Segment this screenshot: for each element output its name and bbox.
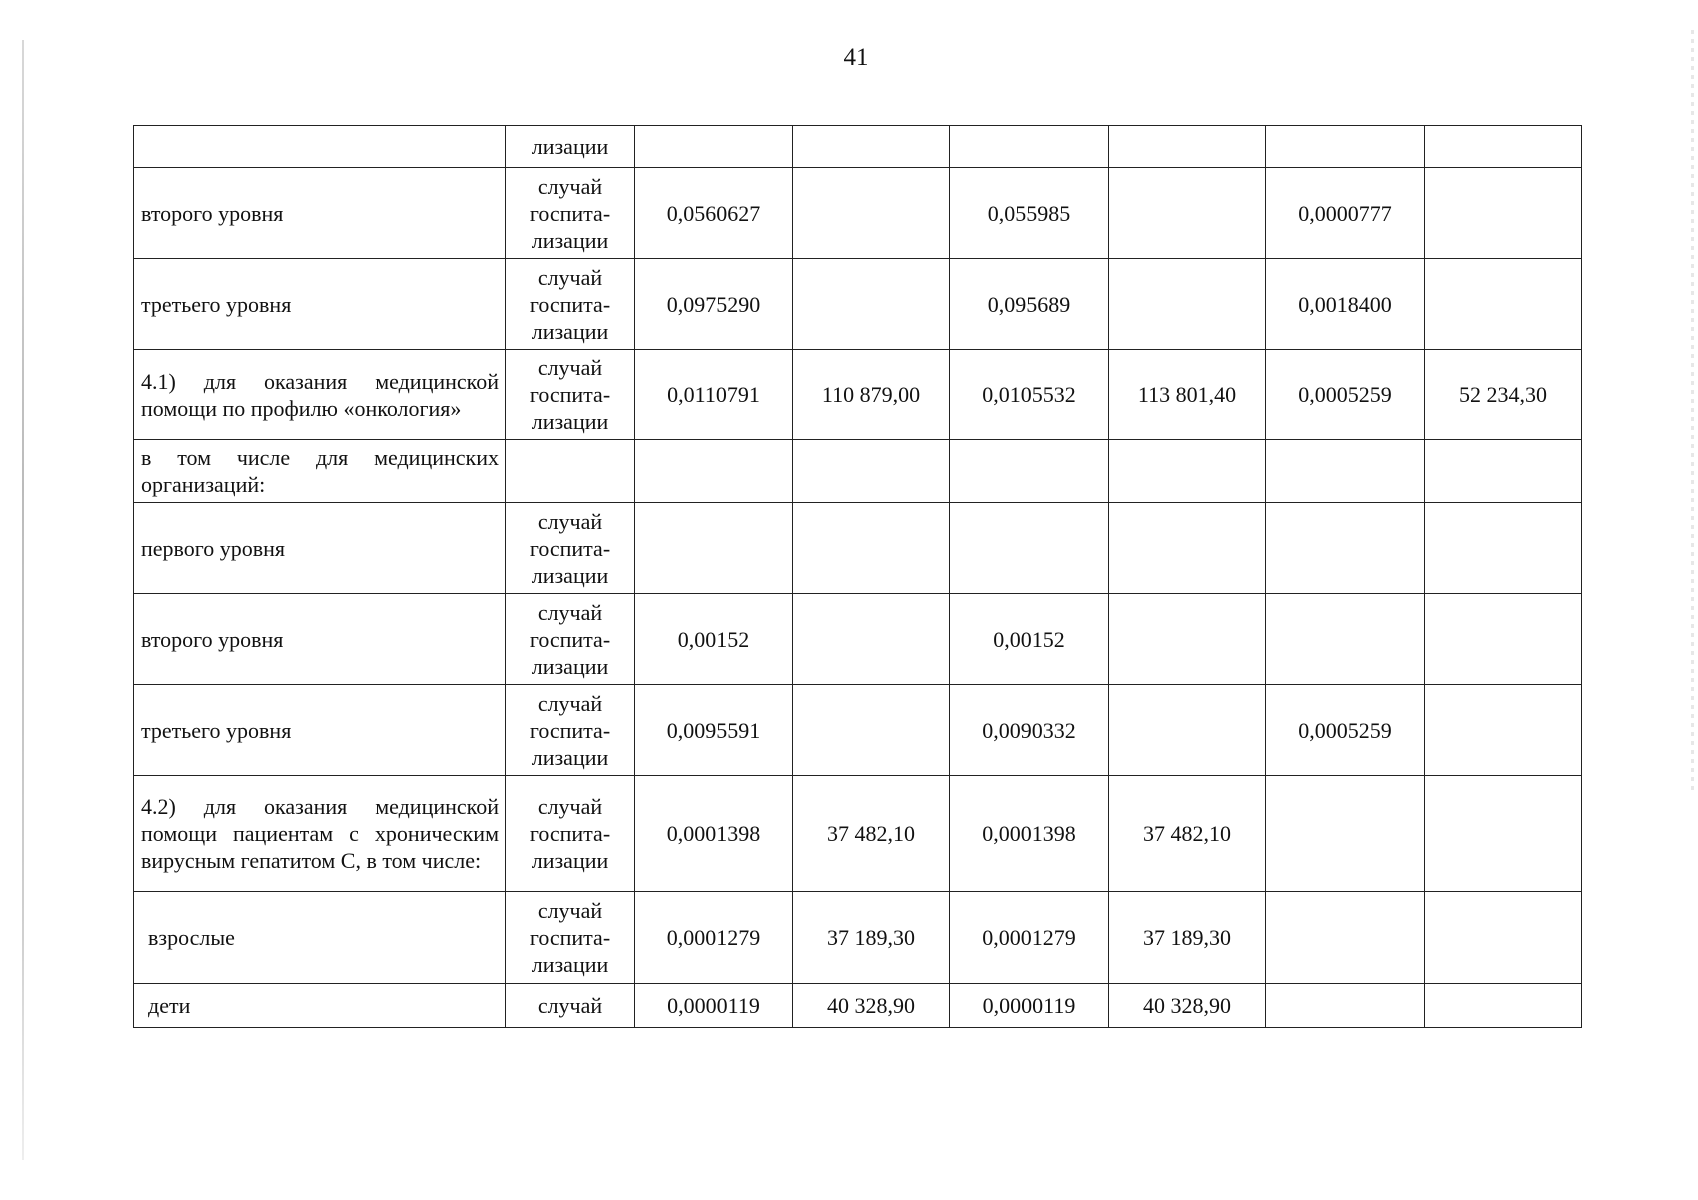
value-cell-2: 37 482,10 (793, 776, 950, 892)
row-name-cell (134, 126, 506, 168)
value-cell-5: 0,0018400 (1266, 259, 1425, 350)
table-row (134, 440, 1582, 503)
value-cell-4 (1109, 126, 1266, 168)
value-cell-3: 0,0105532 (950, 350, 1109, 440)
value-cell-3: 0,00152 (950, 594, 1109, 685)
value-cell-1: 0,00152 (635, 594, 793, 685)
data-table (133, 125, 1582, 1028)
value-cell-1: 0,0001279 (635, 892, 793, 984)
value-cell-6 (1425, 594, 1582, 685)
scan-edge-left (22, 40, 24, 1160)
row-name-cell: третьего уровня (134, 259, 506, 350)
row-unit-cell: случай госпита- лизации (506, 168, 635, 259)
value-cell-2 (793, 168, 950, 259)
value-cell-2 (793, 440, 950, 503)
row-unit-cell: случай госпита- лизации (506, 259, 635, 350)
value-cell-4: 37 482,10 (1109, 776, 1266, 892)
table-row (134, 984, 1582, 1028)
value-cell-2: 110 879,00 (793, 350, 950, 440)
row-name-cell: третьего уровня (134, 685, 506, 776)
value-cell-4 (1109, 685, 1266, 776)
value-cell-5 (1266, 126, 1425, 168)
value-cell-1: 0,0001398 (635, 776, 793, 892)
value-cell-6 (1425, 892, 1582, 984)
value-cell-6 (1425, 440, 1582, 503)
value-cell-3: 0,095689 (950, 259, 1109, 350)
value-cell-1: 0,0110791 (635, 350, 793, 440)
table-row (134, 259, 1582, 350)
value-cell-1: 0,0000119 (635, 984, 793, 1028)
value-cell-1: 0,0560627 (635, 168, 793, 259)
value-cell-5 (1266, 776, 1425, 892)
value-cell-6 (1425, 685, 1582, 776)
value-cell-4: 40 328,90 (1109, 984, 1266, 1028)
row-name-cell: второго уровня (134, 594, 506, 685)
value-cell-4 (1109, 259, 1266, 350)
value-cell-5 (1266, 892, 1425, 984)
row-unit-cell: случай госпита- лизации (506, 503, 635, 594)
value-cell-4 (1109, 168, 1266, 259)
value-cell-3: 0,0090332 (950, 685, 1109, 776)
value-cell-5 (1266, 503, 1425, 594)
value-cell-1 (635, 126, 793, 168)
row-unit-cell: случай госпита- лизации (506, 685, 635, 776)
table-row (134, 892, 1582, 984)
row-unit-cell: лизации (506, 126, 635, 168)
row-unit-cell: случай (506, 984, 635, 1028)
value-cell-3: 0,0001279 (950, 892, 1109, 984)
row-name-cell: второго уровня (134, 168, 506, 259)
page-number: 41 (843, 44, 869, 71)
value-cell-2: 37 189,30 (793, 892, 950, 984)
value-cell-3 (950, 440, 1109, 503)
row-unit-cell (506, 440, 635, 503)
table-row (134, 776, 1582, 892)
value-cell-6 (1425, 984, 1582, 1028)
value-cell-6 (1425, 126, 1582, 168)
value-cell-2 (793, 126, 950, 168)
value-cell-2 (793, 259, 950, 350)
value-cell-1 (635, 440, 793, 503)
value-cell-5: 0,0005259 (1266, 685, 1425, 776)
value-cell-3: 0,0001398 (950, 776, 1109, 892)
value-cell-3 (950, 126, 1109, 168)
row-name-cell: 4.1) для оказания медицинской помощи по профилю «онкология» (134, 350, 506, 440)
table-row (134, 126, 1582, 168)
value-cell-6 (1425, 259, 1582, 350)
value-cell-5: 0,0000777 (1266, 168, 1425, 259)
value-cell-1: 0,0095591 (635, 685, 793, 776)
table-row (134, 594, 1582, 685)
value-cell-5 (1266, 594, 1425, 685)
value-cell-2 (793, 594, 950, 685)
table-row (134, 168, 1582, 259)
row-name-cell: 4.2) для оказания медицинской помощи пациентам с хроническим вирусным гепатитом С, в том числе: (134, 776, 506, 892)
table-row (134, 503, 1582, 594)
row-unit-cell: случай госпита- лизации (506, 892, 635, 984)
value-cell-5 (1266, 984, 1425, 1028)
table-body (134, 126, 1582, 1028)
row-unit-cell: случай госпита- лизации (506, 776, 635, 892)
value-cell-3: 0,055985 (950, 168, 1109, 259)
value-cell-2: 40 328,90 (793, 984, 950, 1028)
value-cell-6 (1425, 168, 1582, 259)
value-cell-4: 113 801,40 (1109, 350, 1266, 440)
value-cell-1: 0,0975290 (635, 259, 793, 350)
value-cell-4 (1109, 440, 1266, 503)
value-cell-1 (635, 503, 793, 594)
value-cell-4 (1109, 594, 1266, 685)
value-cell-4 (1109, 503, 1266, 594)
value-cell-6 (1425, 503, 1582, 594)
value-cell-6: 52 234,30 (1425, 350, 1582, 440)
value-cell-3 (950, 503, 1109, 594)
row-name-cell: в том числе для медицинских организаций: (134, 440, 506, 503)
value-cell-5 (1266, 440, 1425, 503)
row-name-cell: первого уровня (134, 503, 506, 594)
table-row (134, 685, 1582, 776)
value-cell-2 (793, 503, 950, 594)
value-cell-2 (793, 685, 950, 776)
scan-edge-right (1691, 30, 1694, 790)
value-cell-4: 37 189,30 (1109, 892, 1266, 984)
row-unit-cell: случай госпита- лизации (506, 350, 635, 440)
table-row (134, 350, 1582, 440)
row-name-cell: дети (134, 984, 506, 1028)
value-cell-5: 0,0005259 (1266, 350, 1425, 440)
value-cell-6 (1425, 776, 1582, 892)
value-cell-3: 0,0000119 (950, 984, 1109, 1028)
row-name-cell: взрослые (134, 892, 506, 984)
row-unit-cell: случай госпита- лизации (506, 594, 635, 685)
